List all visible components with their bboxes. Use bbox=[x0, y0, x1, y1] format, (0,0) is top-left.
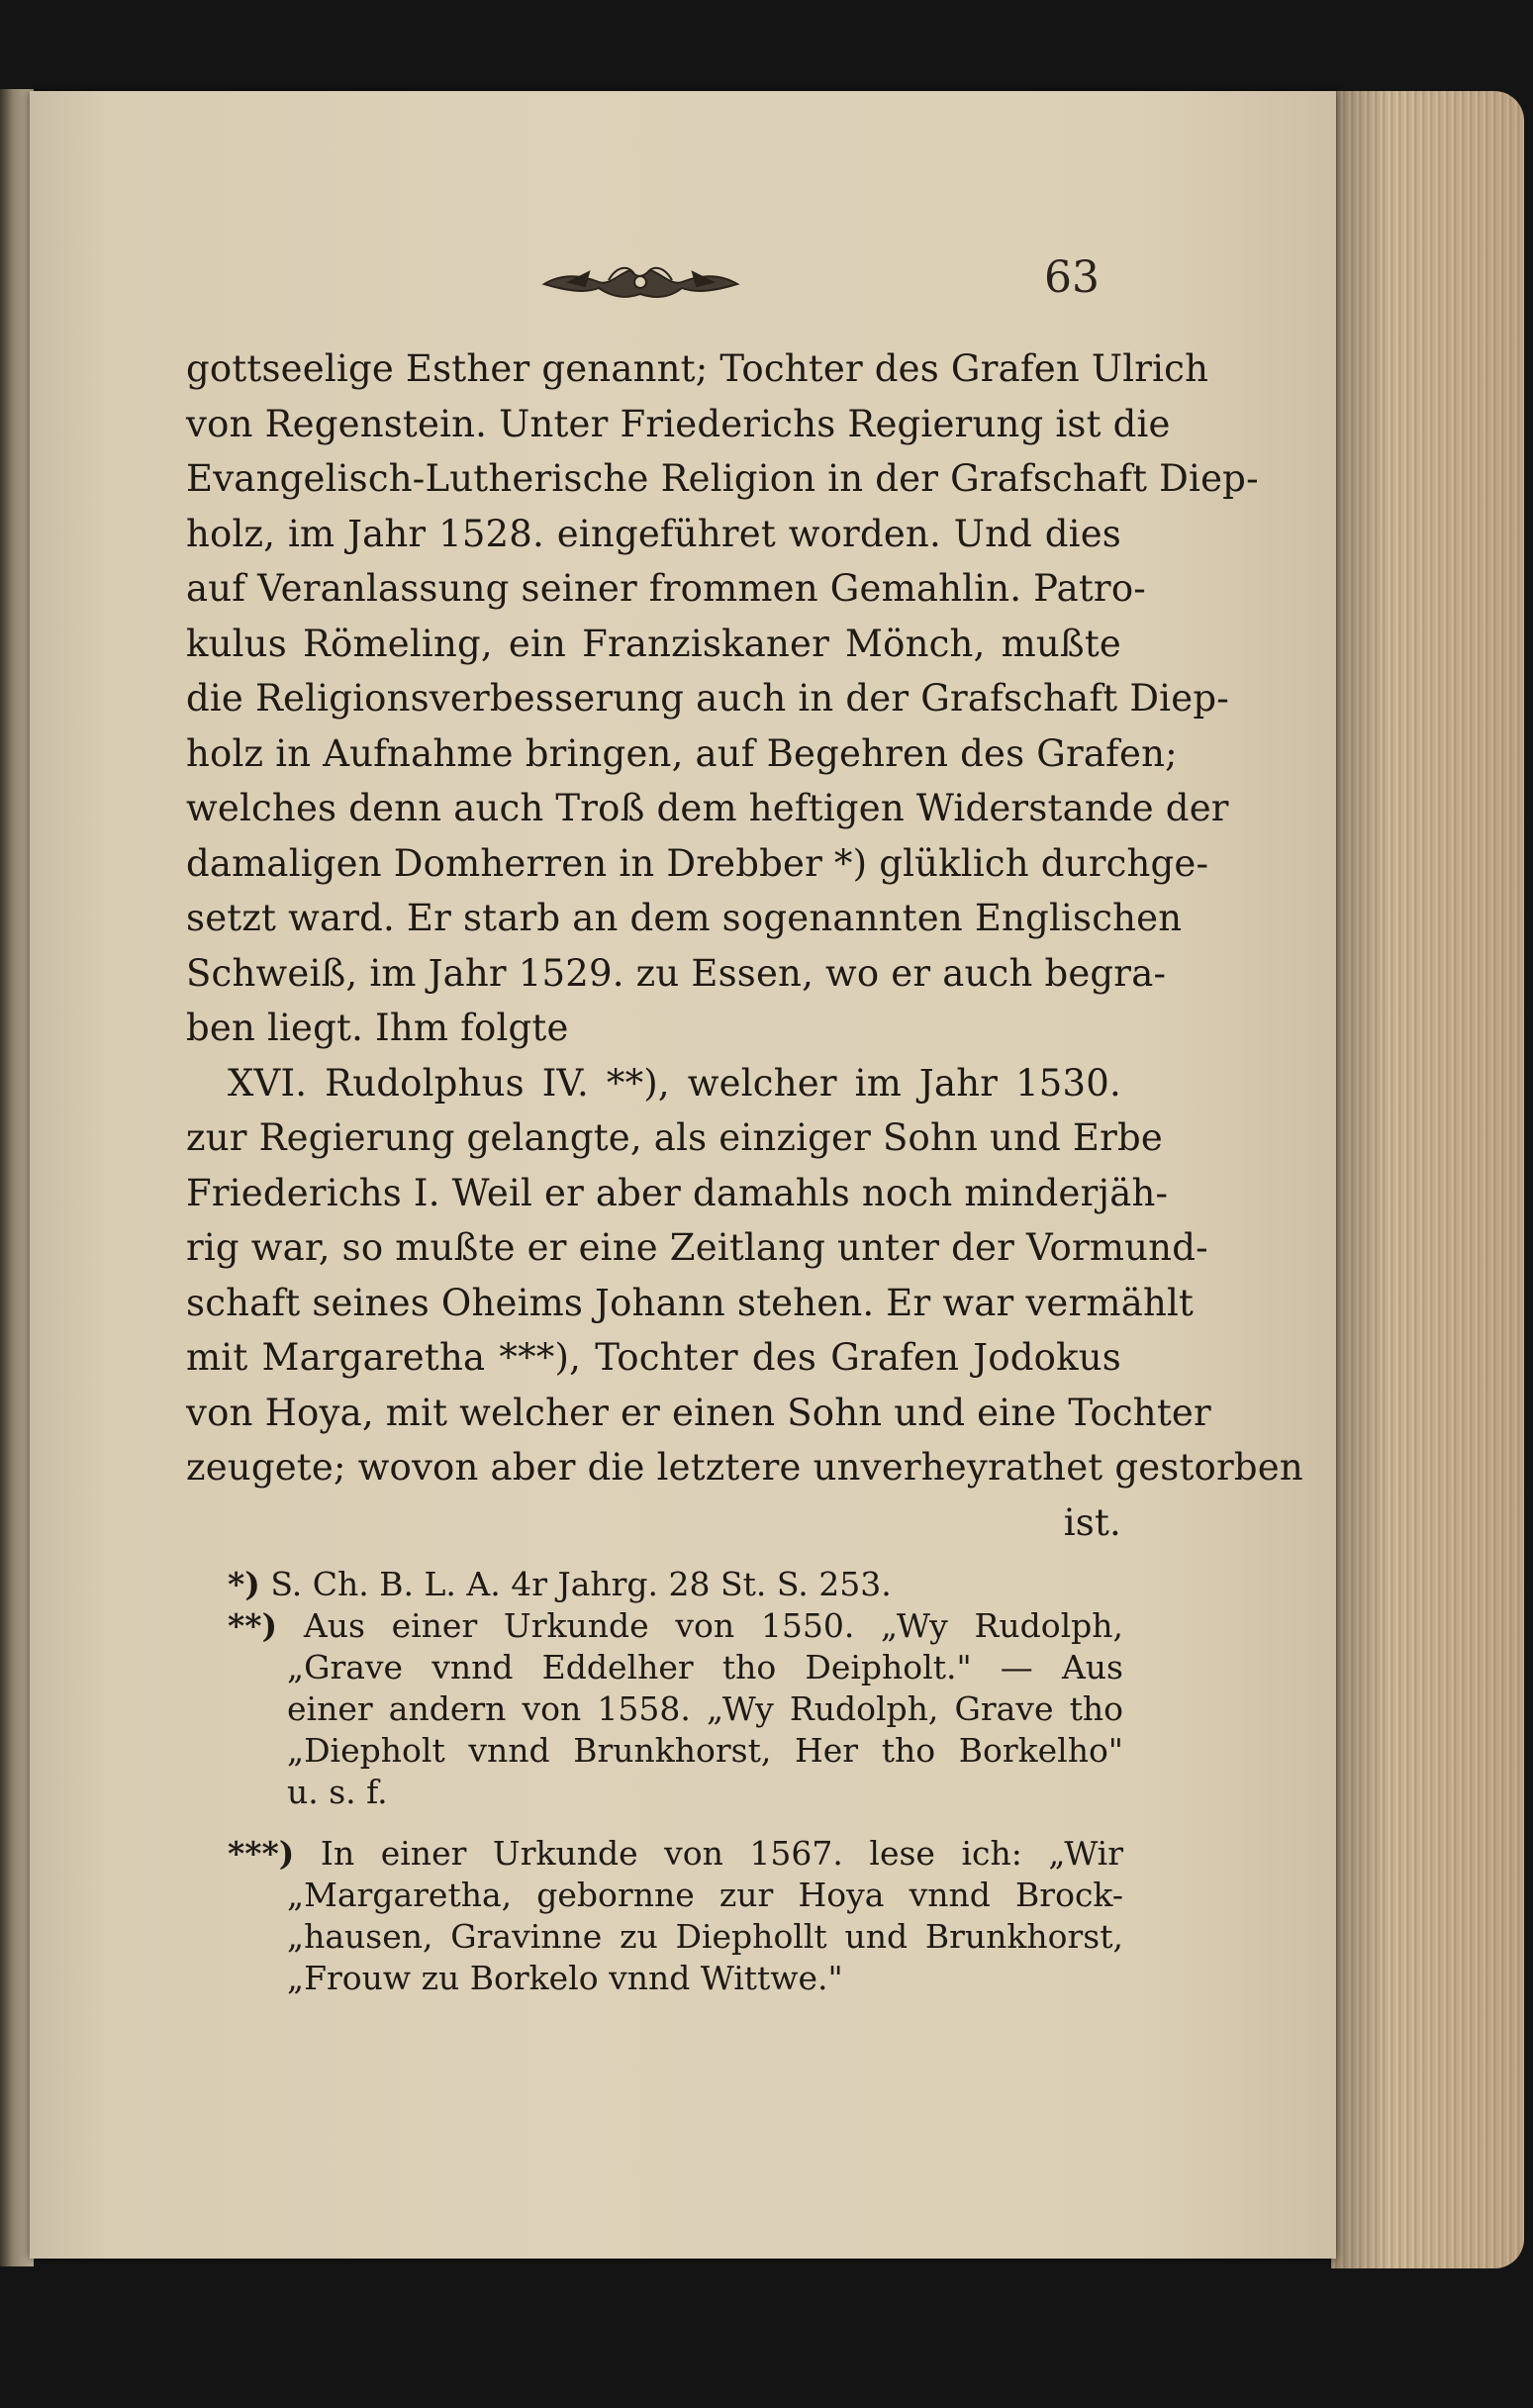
text-line: zur Regierung gelangte, als einziger Sohn und Erbe bbox=[186, 1116, 1163, 1159]
footnote-line: S. Ch. B. L. A. 4r Jahrg. 28 St. S. 253. bbox=[270, 1565, 892, 1603]
footnote-line: In einer Urkunde von 1567. lese ich: „Wir bbox=[320, 1834, 1123, 1873]
footnote-line: u. s. f. bbox=[287, 1773, 388, 1811]
footnote-line: „hausen, Gravinne zu Diephollt und Brunkhorst, bbox=[287, 1917, 1123, 1956]
footnote-line: „Diepholt vnnd Brunkhorst, Her tho Borkelho" bbox=[287, 1731, 1123, 1770]
page-stack-shade bbox=[1331, 91, 1524, 2268]
text-line: Friederichs I. Weil er aber damahls noch minderjäh- bbox=[186, 1171, 1169, 1214]
text-line: auf Veranlassung seiner frommen Gemahlin. Patro- bbox=[186, 567, 1146, 610]
text-line: gottseelige Esther genannt; Tochter des Grafen Ulrich bbox=[186, 347, 1209, 390]
page-number: 63 bbox=[1044, 252, 1100, 303]
footnote-marker: ***) bbox=[228, 1834, 295, 1873]
footnote-marker: *) bbox=[228, 1565, 260, 1603]
footnote-line: Aus einer Urkunde von 1550. „Wy Rudolph, bbox=[303, 1606, 1123, 1645]
footnote-line: einer andern von 1558. „Wy Rudolph, Grave tho bbox=[287, 1689, 1123, 1728]
text-line: von Hoya, mit welcher er einen Sohn und eine Tochter bbox=[186, 1391, 1211, 1434]
text-line: ist. bbox=[1063, 1500, 1121, 1544]
footnote-line: „Grave vnnd Eddelher tho Deipholt." — Aus bbox=[287, 1648, 1123, 1686]
text-line: ben liegt. Ihm folgte bbox=[186, 1007, 569, 1049]
text-line: damaligen Domherren in Drebber *) glüklich durchge- bbox=[186, 841, 1209, 885]
text-line: von Regenstein. Unter Friederichs Regierung ist die bbox=[186, 402, 1171, 445]
text-line: setzt ward. Er starb an dem sogenannten Englischen bbox=[186, 897, 1183, 939]
text-line: mit Margaretha ***), Tochter des Grafen Jodokus bbox=[186, 1336, 1121, 1379]
body-text bbox=[186, 341, 1303, 1550]
left-page-edge bbox=[0, 89, 34, 2266]
text-line: rig war, so mußte er eine Zeitlang unter der Vormund- bbox=[186, 1226, 1208, 1269]
text-line: Evangelisch-Lutherische Religion in der Grafschaft Diep- bbox=[186, 457, 1259, 500]
footnotes bbox=[228, 1564, 1123, 1999]
text-line: kulus Römeling, ein Franziskaner Mönch, mußte bbox=[186, 622, 1121, 665]
footnote-marker: **) bbox=[228, 1606, 278, 1645]
text-line: zeugete; wovon aber die letztere unverheyrathet gestorben bbox=[186, 1446, 1303, 1489]
text-line: schaft seines Oheims Johann stehen. Er war vermählt bbox=[186, 1281, 1195, 1324]
text-line: holz in Aufnahme bringen, auf Begehren des Grafen; bbox=[186, 731, 1178, 775]
footnote-2 bbox=[228, 1605, 1123, 1647]
footnote-1 bbox=[228, 1564, 1123, 1605]
text-line: XVI. Rudolphus IV. **), welcher im Jahr 1530. bbox=[228, 1061, 1121, 1105]
text-line: welches denn auch Troß dem heftigen Widerstande der bbox=[186, 787, 1229, 829]
text-line: die Religionsverbesserung auch in der Grafschaft Diep- bbox=[186, 677, 1229, 720]
footnote-3 bbox=[228, 1833, 1123, 1875]
footnote-line: „Margaretha, gebornne zur Hoya vnnd Brock- bbox=[287, 1876, 1123, 1914]
footnote-line: „Frouw zu Borkelo vnnd Wittwe." bbox=[287, 1959, 843, 1997]
printers-ornament-icon bbox=[539, 252, 742, 312]
text-line: holz, im Jahr 1528. eingeführet worden. Und dies bbox=[186, 512, 1121, 555]
text-line: Schweiß, im Jahr 1529. zu Essen, wo er auch begra- bbox=[186, 951, 1167, 995]
